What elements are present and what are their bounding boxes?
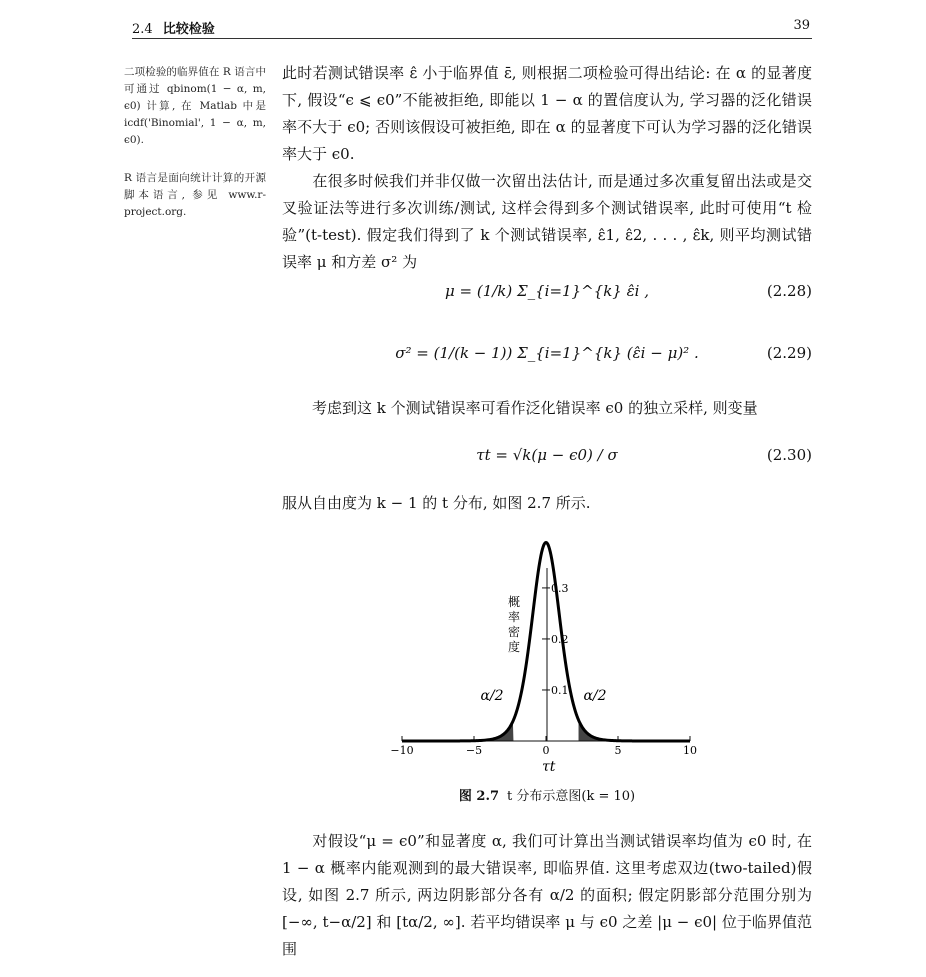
section-header: 2.4 比较检验 <box>132 22 215 37</box>
x-tick-label: −5 <box>465 744 483 757</box>
y-tick-label: 0.1 <box>551 683 569 697</box>
equation-2-30 <box>282 434 812 484</box>
y-tick-label: 0.2 <box>551 632 569 646</box>
x-tick-label: 0 <box>542 744 550 757</box>
equation-number: (2.30) <box>766 446 812 464</box>
equation-number: (2.29) <box>766 344 812 362</box>
x-tick-label: 10 <box>683 744 697 757</box>
figure-caption: 图 2.7 t 分布示意图(k = 10) <box>458 789 636 804</box>
sidenote-binomial: 二项检验的临界值在 R 语言中可通过 qbinom(1 − α, m, ϵ0) 计算, 在 Matlab 中是 icdf('Binomial', 1 − α, m, ϵ0). <box>124 66 266 146</box>
y-axis-label-char: 密 <box>508 625 521 639</box>
y-axis-label-char: 度 <box>508 640 521 654</box>
paragraph-1: 此时若测试错误率 ε̂ 小于临界值 ε̄, 则根据二项检验可得出结论: 在 α 的显著度下, 假设“ϵ ⩽ ϵ0”不能被拒绝, 即能以 1 − α 的置信度认为, 学习器的泛化错误率不大于 ϵ0; 否则该假设可被拒绝, 即在 α 的显著度下可认为学习器的泛化错误率大于 ϵ0. <box>282 64 812 163</box>
equation-2-29 <box>282 332 812 382</box>
paragraph-3 <box>282 395 812 422</box>
equation-expr: μ = (1/k) Σ_{i=1}^{k} ε̂i , <box>444 282 649 300</box>
sidenote-r-language: R 语言是面向统计计算的开源脚本语言, 参见 www.r-project.org. <box>124 172 266 218</box>
y-axis-label <box>508 594 520 654</box>
paragraph-4: 服从自由度为 k − 1 的 t 分布, 如图 2.7 所示. <box>282 494 591 512</box>
y-tick-label: 0.3 <box>551 581 569 595</box>
y-axis-label-char: 概 <box>508 595 521 609</box>
paragraph-2 <box>282 168 812 276</box>
x-tick-label: 5 <box>614 744 622 757</box>
equation-expr: σ² = (1/(k − 1)) Σ_{i=1}^{k} (ε̂i − μ)² . <box>395 344 699 362</box>
paragraph-5 <box>282 828 812 963</box>
t-distribution-chart <box>390 528 710 778</box>
paragraph-3-text: 考虑到这 k 个测试错误率可看作泛化错误率 ϵ0 的独立采样, 则变量 <box>312 399 758 417</box>
running-header <box>132 16 812 39</box>
paragraph-5-text: 对假设“μ = ϵ0”和显著度 α, 我们可计算出当测试错误率均值为 ϵ0 时, 在 1 − α 概率内能观测到的最大错误率, 即临界值. 这里考虑双边(two-tailed)假设, 如图 2.7 所示, 两边阴影部分各有 α/2 的面积; 假定阴影部分范围分别为 [−∞, t−α/2] 和 [tα/2, ∞]. 若平均错误率 μ 与 ϵ0 之差 |μ − ϵ0| 位于临界值范围 <box>282 832 812 958</box>
equation-expr: τt = √k(μ − ϵ0) / σ <box>476 446 618 464</box>
paragraph-2-text: 在很多时候我们并非仅做一次留出法估计, 而是通过多次重复留出法或是交叉验证法等进行多次训练/测试, 这样会得到多个测试错误率, 此时可使用“t 检验”(t-test). 假定我们得到了 k 个测试错误率, ε̂1, ε̂2, . . . , ε̂k, 则平均测试错误率 μ 和方差 σ² 为 <box>282 172 812 271</box>
y-axis-label-char: 率 <box>508 610 521 624</box>
equation-number: (2.28) <box>766 282 812 300</box>
left-tail-label: α/2 <box>480 688 504 704</box>
tick-marks <box>390 582 697 757</box>
x-tick-label: −10 <box>390 744 414 757</box>
density-curve <box>402 542 690 741</box>
x-axis-label: τt <box>542 759 556 775</box>
equation-2-28 <box>282 270 812 320</box>
page-number: 39 <box>793 18 810 33</box>
right-tail-label: α/2 <box>583 688 607 704</box>
